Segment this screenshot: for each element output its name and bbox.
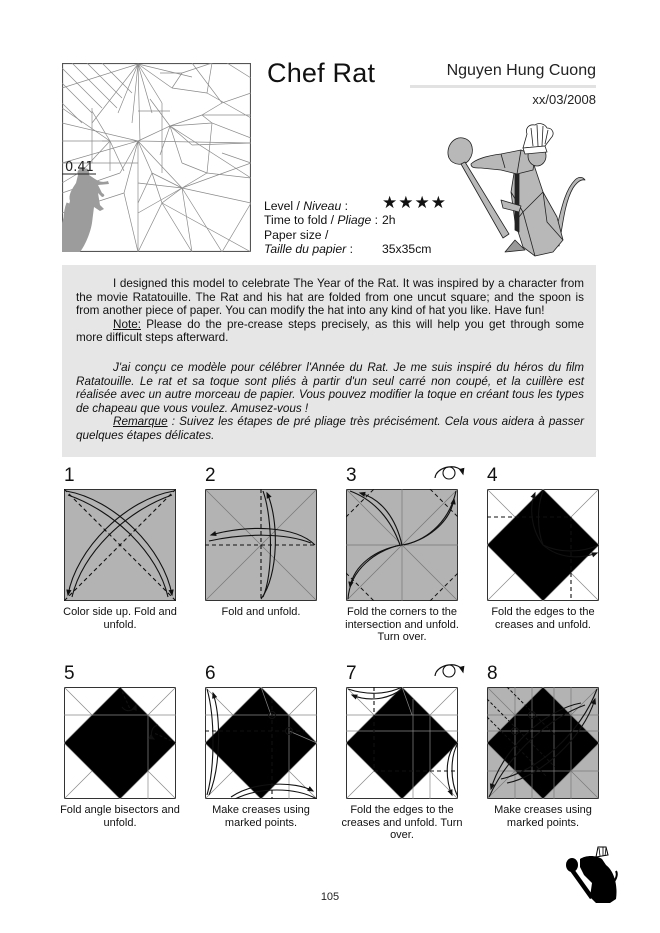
step-4-diagram (487, 489, 599, 601)
step-number: 3 (346, 465, 357, 486)
note-text: Please do the pre-crease steps precisely, as this will help you get through some more difficult steps afterward. (76, 317, 584, 345)
author-name: Nguyen Hung Cuong (446, 62, 596, 79)
description-french-text: J'ai conçu ce modèle pour célébrer l'Année du Rat. Je me suis inspiré du héros du film Ratatouille. Le rat et sa toque sont pliés à partir d'un seul carré non coupé, et la cuillère est réalisée avec un autre morceau de papier. Vous pouvez modifier la toque en créant tous les types de chapeau que vous voulez. Amusez-vous ! (76, 361, 584, 415)
step-1-diagram (64, 489, 176, 601)
step-caption: Fold the edges to the creases and unfold. (491, 606, 595, 631)
level-colon: : (341, 199, 349, 213)
chef-rat-logo-icon (566, 845, 618, 905)
page-number: 105 (320, 891, 340, 903)
finished-model-illustration (445, 122, 600, 257)
step-8-diagram (487, 687, 599, 799)
remarque-text: : Suivez les étapes de pré pliage très précisément. Cela vous aidera à passer quelques étapes délicates. (76, 415, 584, 442)
note-label: Note: (113, 317, 141, 331)
time-label-fr: Pliage (337, 213, 372, 228)
level-stars: ★★★★ (382, 193, 447, 212)
paper-label: Paper size / (264, 227, 329, 242)
description-french (76, 361, 584, 443)
date: xx/03/2008 (532, 92, 596, 107)
paper-label-fr: Taille du papier (264, 241, 347, 256)
level-label-fr: Niveau (303, 199, 342, 213)
remarque-label: Remarque (113, 415, 168, 429)
turn-over-icon (432, 660, 468, 680)
step-7-diagram (346, 687, 458, 799)
time-value: 2h (382, 213, 396, 228)
paper-row-fr (264, 241, 432, 256)
step-caption: Fold the corners to the intersection and unfold. Turn over. (345, 606, 459, 643)
step-number: 2 (205, 465, 216, 486)
step-caption: Fold the edges to the creases and unfold. Turn over. (341, 804, 463, 841)
paper-row (264, 228, 378, 242)
step-caption: Color side up. Fold and unfold. (63, 606, 177, 631)
step-number: 6 (205, 663, 216, 684)
step-5-diagram (64, 687, 176, 799)
step-caption: Make creases using marked points. (494, 804, 592, 829)
step-6-diagram (205, 687, 317, 799)
step-caption: Fold and unfold. (221, 606, 301, 618)
turn-over-icon (432, 462, 468, 482)
level-row (264, 193, 447, 213)
step-2-diagram (205, 489, 317, 601)
description-english-text: I designed this model to celebrate The Year of the Rat. It was inspired by a character from the movie Ratatouille. The Rat and his hat are folded from one uncut square; and the spoon is from another piece of paper. You can modify the hat into any kind of hat you like. Have fun! (76, 277, 584, 318)
model-info (264, 193, 447, 256)
description-english (76, 277, 584, 345)
time-row (264, 213, 396, 228)
step-number: 8 (487, 663, 498, 684)
step-number: 5 (64, 663, 75, 684)
step-caption: Make creases using marked points. (212, 804, 310, 829)
step-number: 7 (346, 663, 357, 684)
model-title: Chef Rat (267, 58, 376, 88)
level-label: Level / (264, 199, 304, 213)
time-label: Time to fold / (264, 213, 338, 228)
paper-value: 35x35cm (382, 241, 432, 256)
step-number: 1 (64, 465, 75, 486)
step-number: 4 (487, 465, 498, 486)
ratio-label: 0.41 (65, 160, 94, 175)
description-box (62, 265, 596, 457)
crease-pattern-diagram (62, 63, 251, 252)
author-divider (410, 85, 596, 88)
step-caption: Fold angle bisectors and unfold. (60, 804, 180, 829)
step-3-diagram (346, 489, 458, 601)
time-colon: : (371, 213, 379, 228)
paper-colon: : (346, 241, 353, 256)
